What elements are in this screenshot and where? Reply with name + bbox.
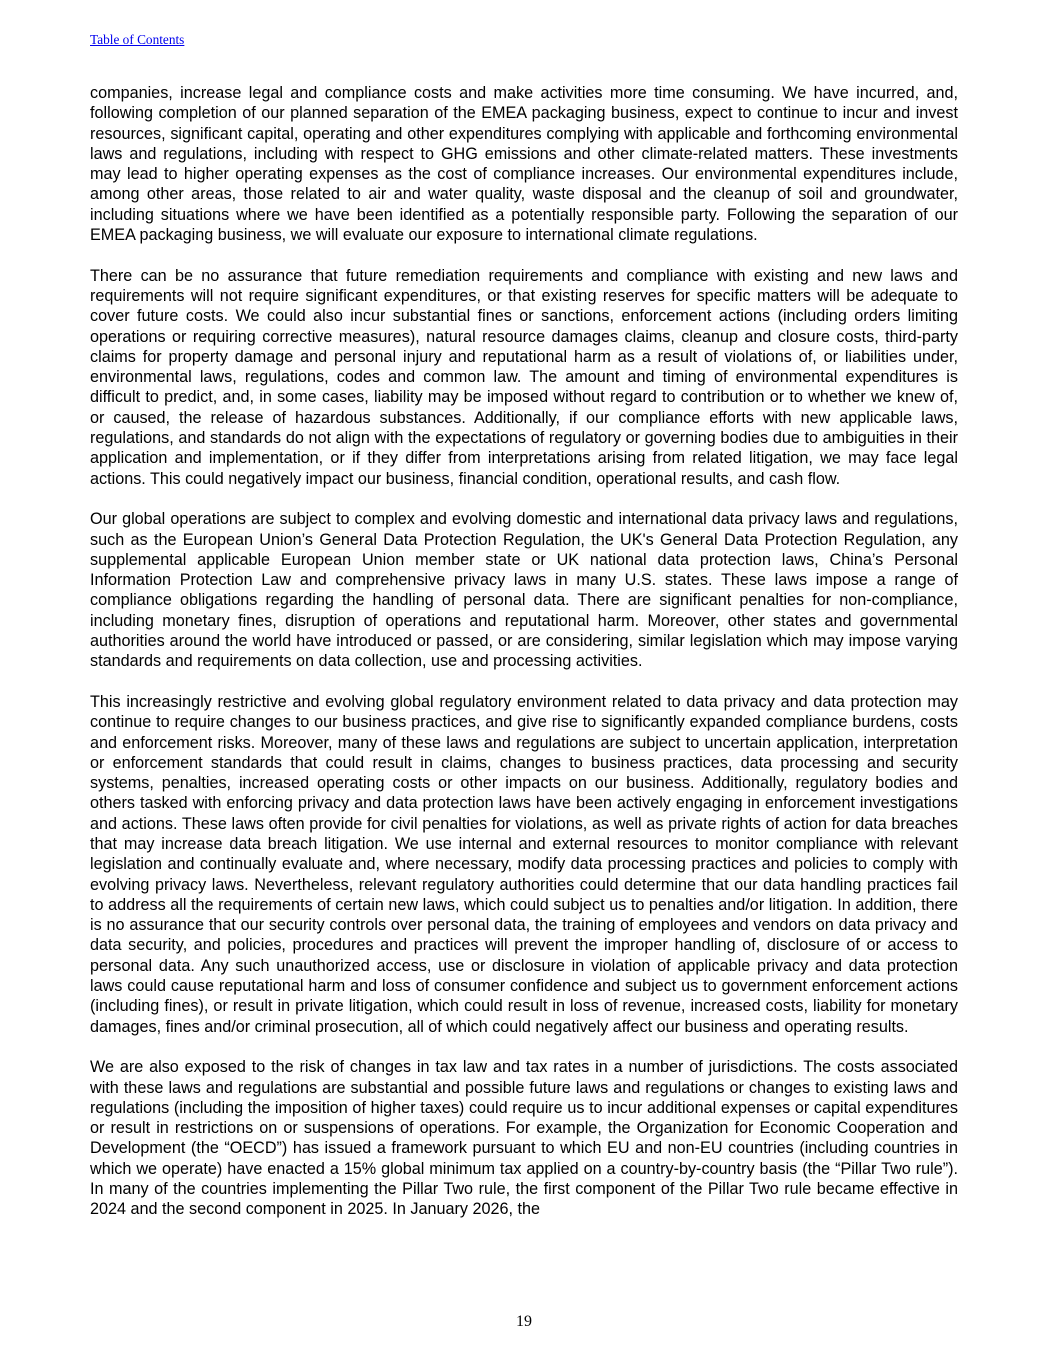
- document-body: [90, 83, 958, 1240]
- paragraph-environmental-compliance: companies, increase legal and compliance costs and make activities more time consuming. We have incurred, and, following completion of our planned separation of the EMEA packaging business, expect to continue to incur and invest resources, significant capital, operating and other expenditures complying with applicable and forthcoming environmental laws and regulations, including with respect to GHG emissions and other climate-related matters. These investments may lead to higher operating expenses as the cost of compliance increases. Our environmental expenditures include, among other areas, those related to air and water quality, waste disposal and the cleanup of soil and groundwater, including situations where we have been identified as a potentially responsible party. Following the separation of our EMEA packaging business, we will evaluate our exposure to international climate regulations.: [90, 84, 958, 245]
- paragraph-tax-law-risk: We are also exposed to the risk of changes in tax law and tax rates in a number of jurisdictions. The costs associated with these laws and regulations are substantial and possible future laws and regulations or changes to existing laws and regulations (including the imposition of higher taxes) could require us to incur additional expenses or capital expenditures or result in restrictions on or suspensions of operations. For example, the Organization for Economic Cooperation and Development (the “OECD”) has issued a framework pursuant to which EU and non-EU countries (including countries in which we operate) have enacted a 15% global minimum tax applied on a country-by-country basis (the “Pillar Two rule”). In many of the countries implementing the Pillar Two rule, the first component of the Pillar Two rule became effective in 2024 and the second component in 2025. In January 2026, the: [90, 1058, 958, 1219]
- paragraph-data-privacy-laws: Our global operations are subject to complex and evolving domestic and international data privacy laws and regulations, such as the European Union’s General Data Protection Regulation, the UK's General Data Protection Regulation, any supplemental applicable European Union member state or UK national data protection laws, China’s Personal Information Protection Law and comprehensive privacy laws in many U.S. states. These laws impose a range of compliance obligations regarding the handling of personal data. There are significant penalties for non-compliance, including monetary fines, disruption of operations and reputational harm. Moreover, other states and governmental authorities around the world have introduced or passed, or are considering, similar legislation which may impose varying standards and requirements on data collection, use and processing activities.: [90, 510, 958, 671]
- page-number: 19: [516, 1313, 532, 1330]
- paragraph-remediation-risk: There can be no assurance that future remediation requirements and compliance with existing and new laws and requirements will not require significant expenditures, or that existing reserves for specific matters will be adequate to cover future costs. We could also incur substantial fines or sanctions, enforcement actions (including orders limiting operations or requiring corrective measures), natural resource damages claims, cleanup and closure costs, third-party claims for property damage and personal injury and reputational harm as a result of violations of, or liabilities under, environmental laws, regulations, codes and common law. The amount and timing of environmental expenditures is difficult to predict, and, in some cases, liability may be imposed without regard to contribution or to whether we knew of, or caused, the release of hazardous substances. Additionally, if our compliance efforts with new applicable laws, regulations, and standards do not align with the expectations of regulatory or governing bodies due to ambiguities in their application and implementation, or if they differ from interpretations arising from related litigation, we may face legal actions. This could negatively impact our business, financial condition, operational results, and cash flow.: [90, 266, 958, 488]
- paragraph-regulatory-environment: This increasingly restrictive and evolving global regulatory environment related to data privacy and data protection may continue to require changes to our business practices, and give rise to significantly expanded compliance burdens, costs and enforcement risks. Moreover, many of these laws and regulations are subject to uncertain application, interpretation or enforcement standards that could result in claims, changes to business practices, data processing and security systems, penalties, increased operating costs or other impacts on our business. Additionally, regulatory bodies and others tasked with enforcing privacy and data protection laws have been actively engaging in enforcement investigations and actions. These laws often provide for civil penalties for violations, as well as private rights of action for data breaches that may increase data breach litigation. We use internal and external resources to monitor compliance with relevant legislation and continually evaluate and, where necessary, modify data processing practices and policies to comply with evolving privacy laws. Nevertheless, relevant regulatory authorities could determine that our data handling practices fail to address all the requirements of certain new laws, which could subject us to penalties and/or litigation. In addition, there is no assurance that our security controls over personal data, the training of employees and vendors on data privacy and data security, and policies, procedures and practices will prevent the improper handling of, disclosure of or access to personal data. Any such unauthorized access, use or disclosure in violation of applicable privacy and data protection laws could cause reputational harm and loss of consumer confidence and subject us to government enforcement actions (including fines), or result in private litigation, which could result in loss of revenue, increased costs, liability for monetary damages, fines and/or criminal prosecution, all of which could negatively affect our business and operating results.: [90, 692, 958, 1036]
- table-of-contents-link[interactable]: Table of Contents: [90, 32, 185, 47]
